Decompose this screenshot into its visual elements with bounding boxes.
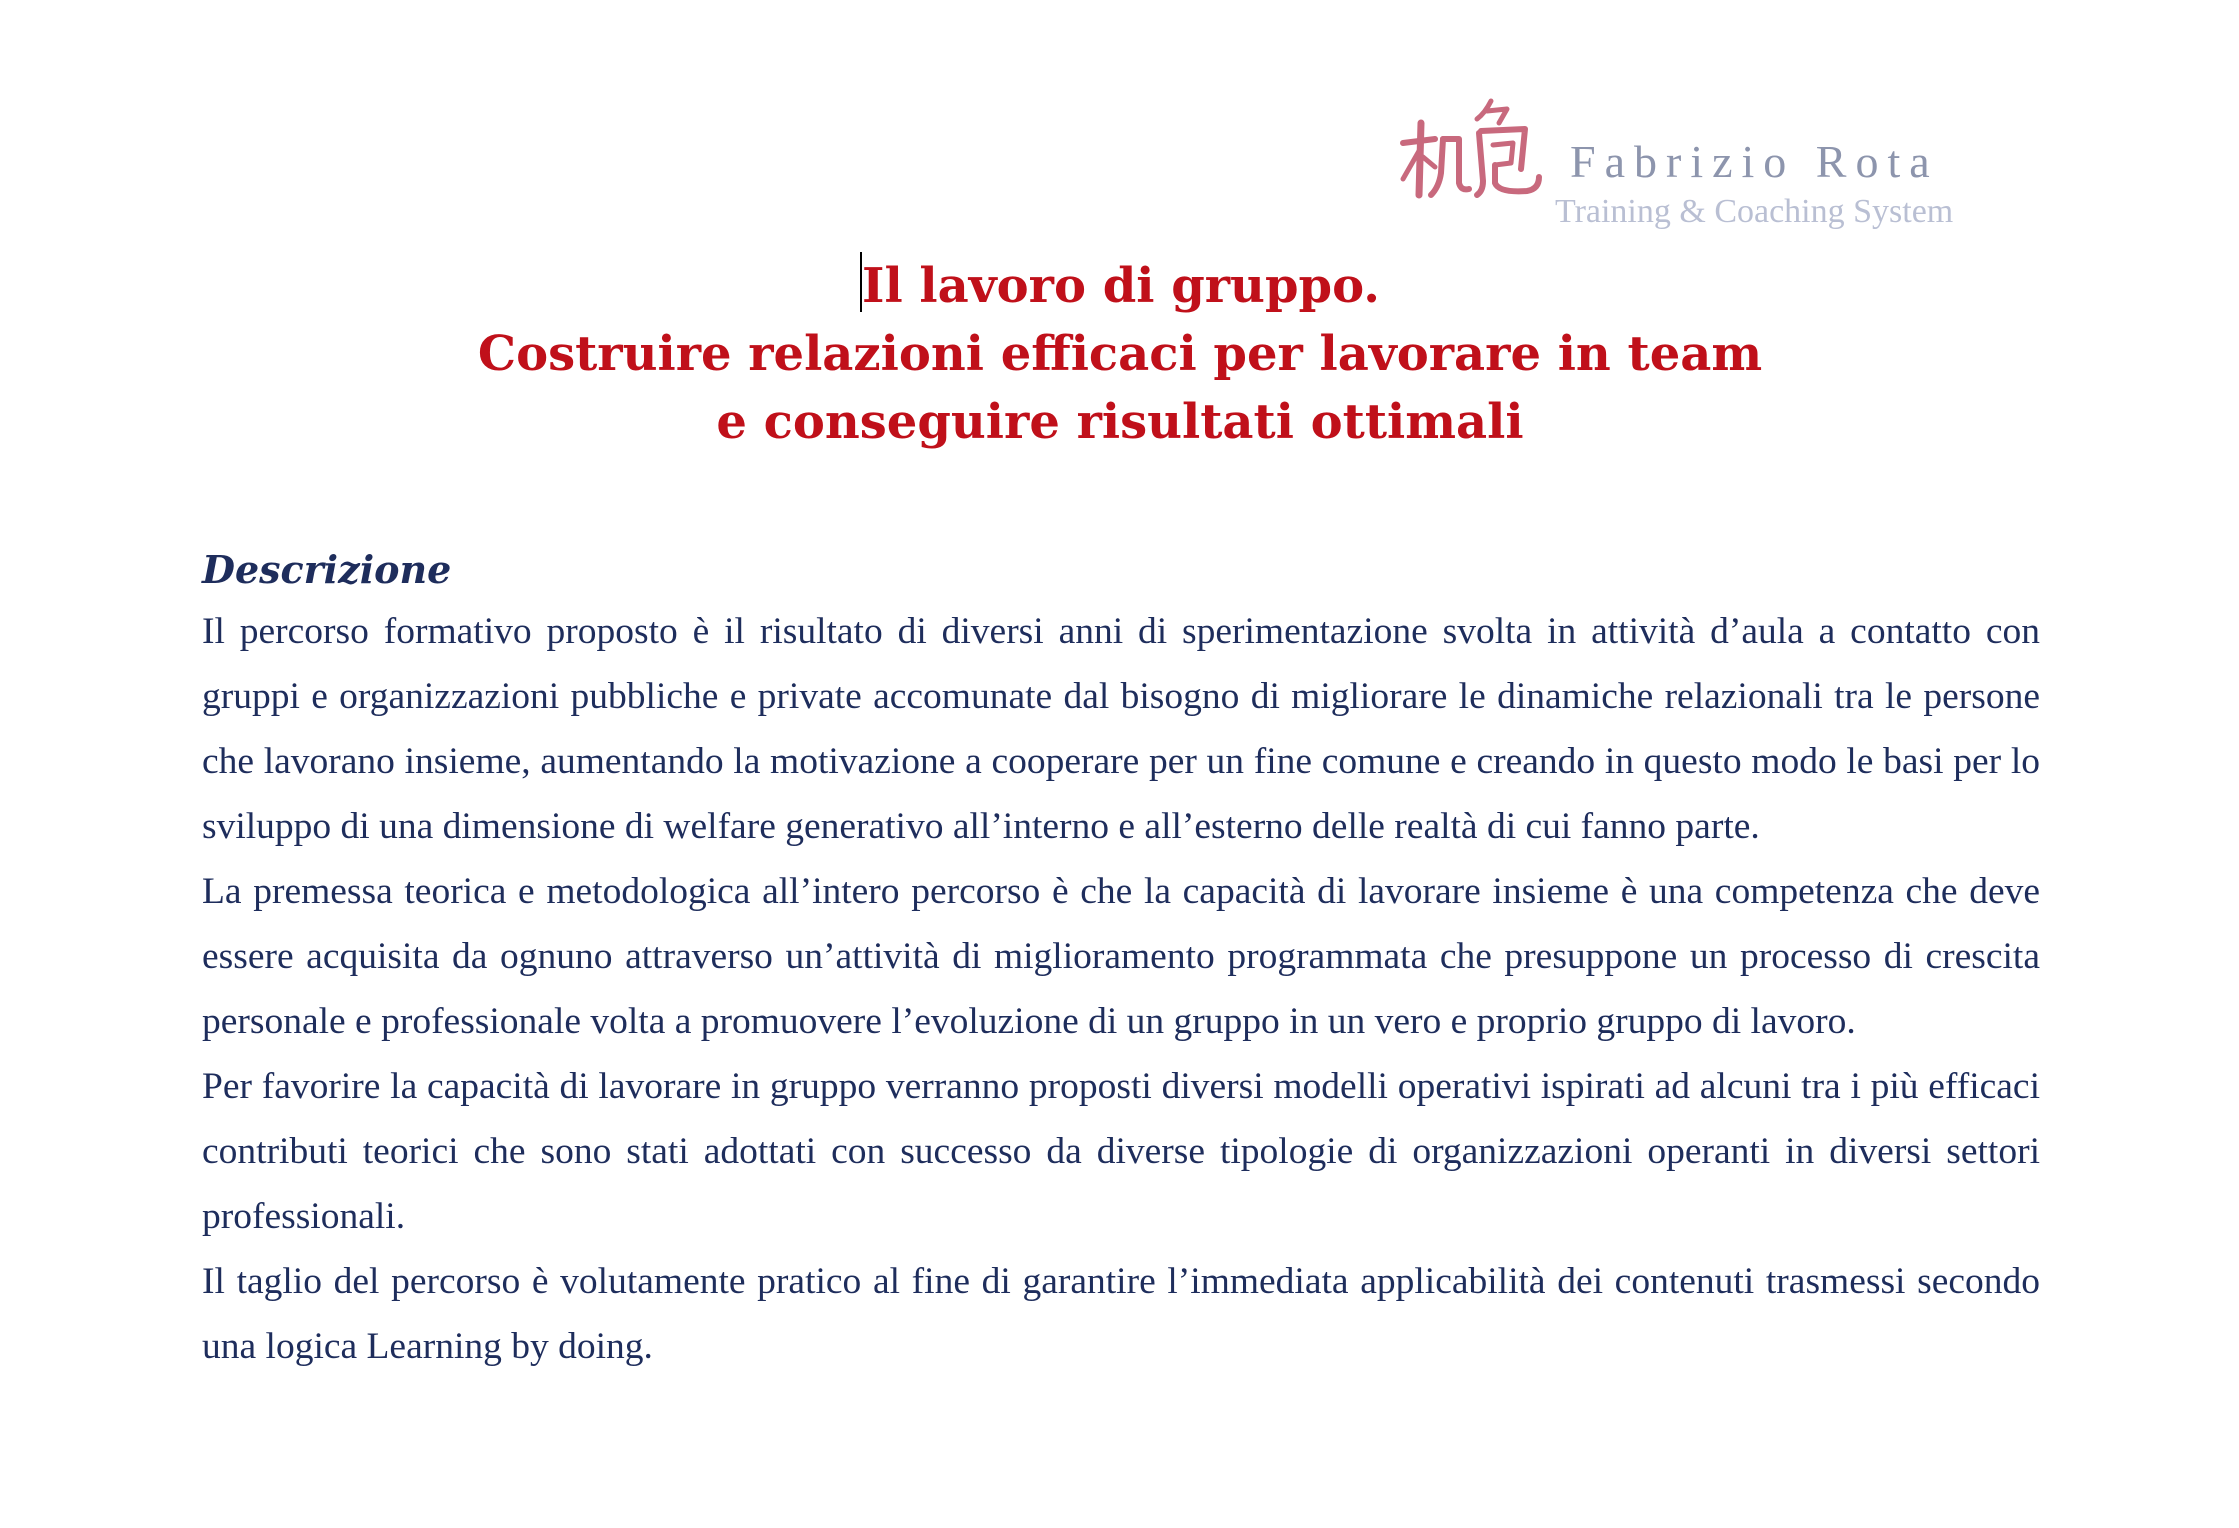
kanji-logo-icon [1395, 95, 1545, 205]
title-line-3: e conseguire risultati ottimali [716, 394, 1524, 450]
title-line-1-text: Il lavoro di gruppo. [862, 258, 1380, 314]
logo [1395, 95, 2045, 245]
paragraph-2: La premessa teorica e metodologica all’intero percorso è che la capacità di lavorare insieme è una competenza che deve essere acquisita da ognuno attraverso un’attività di miglioramento programmata che presuppone un processo di crescita personale e professionale volta a promuovere l’evoluzione di un gruppo in un vero e proprio gruppo di lavoro. [202, 871, 2040, 1042]
logo-name: Fabrizio Rota [1570, 136, 1939, 187]
title-line-2: Costruire relazioni efficaci per lavorare in team [477, 326, 1763, 382]
logo-tagline: Training & Coaching System [1555, 193, 1954, 230]
paragraph-3: Per favorire la capacità di lavorare in gruppo verranno proposti diversi modelli operativi ispirati ad alcuni tra i più efficaci contributi teorici che sono stati adottati con successo da diverse tipologie di organizzazioni operanti in diversi settori professionali. [202, 1066, 2040, 1237]
description-section [202, 543, 2040, 1379]
document-title [200, 252, 2040, 456]
section-heading: Descrizione [202, 547, 452, 592]
paragraph-4: Il taglio del percorso è volutamente pratico al fine di garantire l’immediata applicabilità dei contenuti trasmessi secondo una logica Learning by doing. [202, 1261, 2040, 1367]
title-line-1 [200, 252, 2040, 320]
paragraph-1: Il percorso formativo proposto è il risultato di diversi anni di sperimentazione svolta in attività d’aula a contatto con gruppi e organizzazioni pubbliche e private accomunate dal bisogno di migliorare le dinamiche relazionali tra le persone che lavorano insieme, aumentando la motivazione a cooperare per un fine comune e creando in questo modo le basi per lo sviluppo di una dimensione di welfare generativo all’interno e all’esterno delle realtà di cui fanno parte. [202, 611, 2040, 847]
